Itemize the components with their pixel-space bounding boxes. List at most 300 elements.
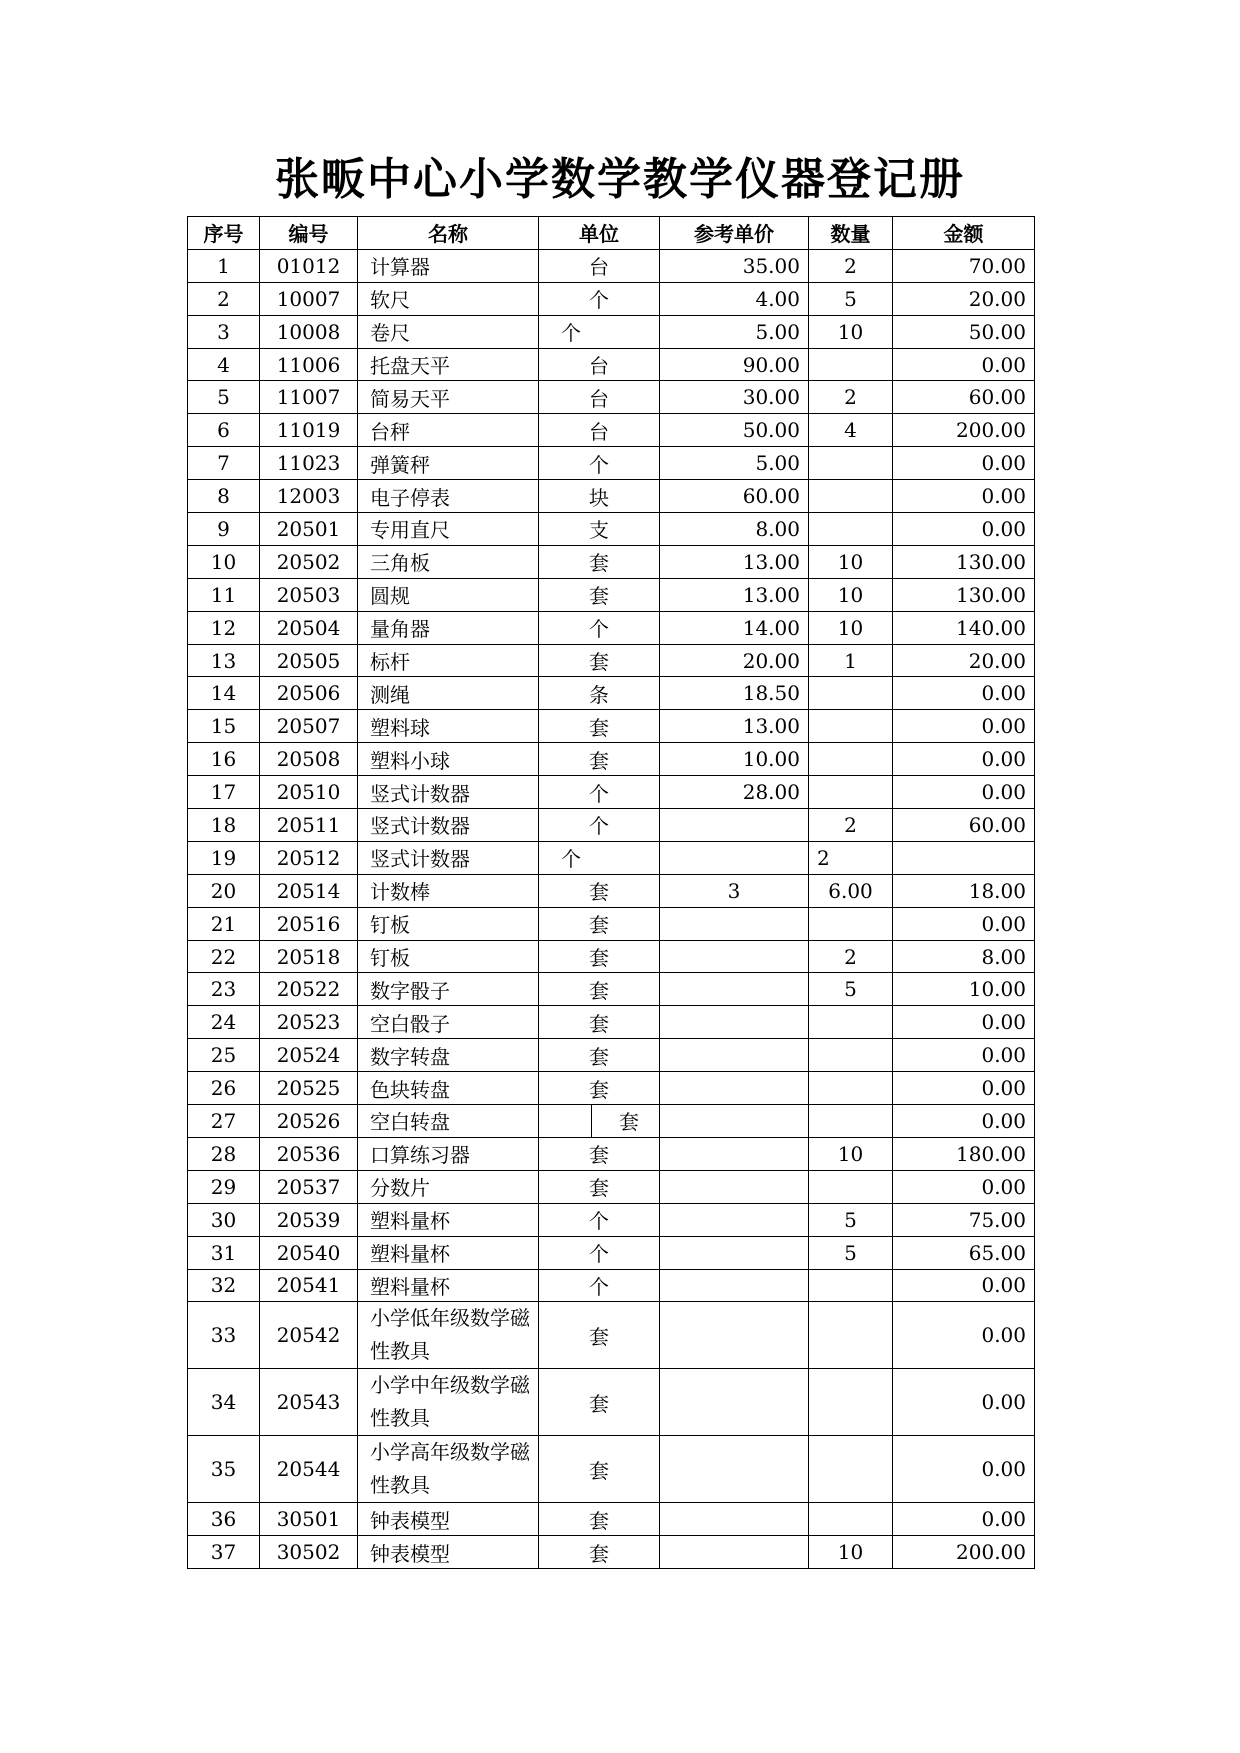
- item-unit: 套: [539, 973, 660, 1006]
- row-number: 36: [188, 1503, 260, 1536]
- item-code: 20501: [260, 513, 358, 546]
- item-price: 60.00: [660, 480, 809, 513]
- item-code: 11023: [260, 447, 358, 480]
- table-row: [188, 940, 1035, 973]
- item-code: 20537: [260, 1170, 358, 1203]
- item-code: 20523: [260, 1006, 358, 1039]
- item-amount: 0.00: [893, 907, 1035, 940]
- item-quantity: [809, 1105, 893, 1138]
- table-row: [188, 841, 1035, 874]
- table-row: [188, 578, 1035, 611]
- item-unit: 个: [539, 1269, 660, 1302]
- header-price: 参考单价: [660, 217, 809, 250]
- table-row: [188, 1039, 1035, 1072]
- item-unit: 支: [539, 513, 660, 546]
- table-row: [188, 743, 1035, 776]
- item-name: 塑料量杯: [358, 1269, 539, 1302]
- header-name: 名称: [358, 217, 539, 250]
- item-quantity: 5: [809, 282, 893, 315]
- item-price: [660, 1203, 809, 1236]
- item-price: [660, 1536, 809, 1569]
- item-name: 钉板: [358, 907, 539, 940]
- row-number: 5: [188, 381, 260, 414]
- table-row: [188, 1236, 1035, 1269]
- row-number: 4: [188, 348, 260, 381]
- table-row: [188, 1503, 1035, 1536]
- item-quantity: 10: [809, 578, 893, 611]
- item-name: 标杆: [358, 644, 539, 677]
- item-unit: 套: [539, 644, 660, 677]
- item-quantity: [809, 1302, 893, 1369]
- item-price: 10.00: [660, 743, 809, 776]
- item-price: 30.00: [660, 381, 809, 414]
- table-row: [188, 874, 1035, 907]
- item-quantity: 2: [809, 809, 893, 842]
- table-row: [188, 348, 1035, 381]
- item-name: 测绳: [358, 677, 539, 710]
- item-quantity: 5: [809, 1236, 893, 1269]
- item-unit: 套: [539, 743, 660, 776]
- table-row: [188, 282, 1035, 315]
- item-code: 30502: [260, 1536, 358, 1569]
- item-code: 20504: [260, 611, 358, 644]
- item-name: 计数棒: [358, 874, 539, 907]
- item-code: 20536: [260, 1137, 358, 1170]
- item-unit: 台: [539, 348, 660, 381]
- item-name: 数字骰子: [358, 973, 539, 1006]
- row-number: 30: [188, 1203, 260, 1236]
- item-quantity: [809, 513, 893, 546]
- item-quantity: [809, 677, 893, 710]
- item-code: 20512: [260, 841, 358, 874]
- item-amount: 0.00: [893, 1039, 1035, 1072]
- item-quantity: 10: [809, 545, 893, 578]
- item-amount: 0.00: [893, 480, 1035, 513]
- item-price: [660, 1302, 809, 1369]
- item-name: 弹簧秤: [358, 447, 539, 480]
- item-name: 塑料量杯: [358, 1203, 539, 1236]
- table-row: [188, 513, 1035, 546]
- page-title: 张畈中心小学数学教学仪器登记册: [275, 154, 965, 205]
- item-quantity: [809, 1269, 893, 1302]
- item-name: 分数片: [358, 1170, 539, 1203]
- table-row: [188, 677, 1035, 710]
- row-number: 24: [188, 1006, 260, 1039]
- row-number: 9: [188, 513, 260, 546]
- item-price: [660, 940, 809, 973]
- item-price: 35.00: [660, 249, 809, 282]
- item-name: 空白骰子: [358, 1006, 539, 1039]
- item-unit: 块: [539, 480, 660, 513]
- item-price: [660, 1072, 809, 1105]
- item-amount: 50.00: [893, 315, 1035, 348]
- item-name: 数字转盘: [358, 1039, 539, 1072]
- item-amount: 0.00: [893, 1503, 1035, 1536]
- item-unit: 套: [539, 1536, 660, 1569]
- item-amount: 10.00: [893, 973, 1035, 1006]
- row-number: 10: [188, 545, 260, 578]
- table-row: [188, 315, 1035, 348]
- row-number: 7: [188, 447, 260, 480]
- row-number: 29: [188, 1170, 260, 1203]
- item-code: 20503: [260, 578, 358, 611]
- item-amount: 0.00: [893, 677, 1035, 710]
- item-amount: 180.00: [893, 1137, 1035, 1170]
- item-code: 20540: [260, 1236, 358, 1269]
- item-price: [660, 907, 809, 940]
- item-price: 8.00: [660, 513, 809, 546]
- item-code: 20522: [260, 973, 358, 1006]
- item-quantity: 6.00: [809, 874, 893, 907]
- table-row: [188, 1536, 1035, 1569]
- table-row: [188, 973, 1035, 1006]
- item-name: 托盘天平: [358, 348, 539, 381]
- item-code: 20508: [260, 743, 358, 776]
- item-name: 台秤: [358, 414, 539, 447]
- item-name: 塑料量杯: [358, 1236, 539, 1269]
- item-name: 塑料小球: [358, 743, 539, 776]
- item-quantity: [809, 743, 893, 776]
- row-number: 20: [188, 874, 260, 907]
- item-amount: 70.00: [893, 249, 1035, 282]
- item-amount: 0.00: [893, 513, 1035, 546]
- item-code: 20507: [260, 710, 358, 743]
- item-price: [660, 1105, 809, 1138]
- table-row: [188, 1006, 1035, 1039]
- item-price: [660, 1170, 809, 1203]
- item-amount: 130.00: [893, 545, 1035, 578]
- item-name: 竖式计数器: [358, 841, 539, 874]
- item-unit: 套: [539, 710, 660, 743]
- table-row: [188, 249, 1035, 282]
- table-row: [188, 776, 1035, 809]
- table-row: [188, 1302, 1035, 1369]
- item-code: 20526: [260, 1105, 358, 1138]
- row-number: 32: [188, 1269, 260, 1302]
- item-amount: 140.00: [893, 611, 1035, 644]
- item-unit: 个: [539, 1236, 660, 1269]
- item-amount: 0.00: [893, 1170, 1035, 1203]
- item-amount: 0.00: [893, 710, 1035, 743]
- table-row: [188, 1203, 1035, 1236]
- item-unit: 个: [539, 1203, 660, 1236]
- item-quantity: 1: [809, 644, 893, 677]
- item-amount: 8.00: [893, 940, 1035, 973]
- item-price: [660, 1039, 809, 1072]
- table-row: [188, 414, 1035, 447]
- item-name: 小学低年级数学磁性教具: [358, 1302, 539, 1369]
- item-unit: 台: [539, 414, 660, 447]
- item-quantity: 10: [809, 1137, 893, 1170]
- row-number: 37: [188, 1536, 260, 1569]
- row-number: 33: [188, 1302, 260, 1369]
- row-number: 17: [188, 776, 260, 809]
- row-number: 22: [188, 940, 260, 973]
- table-row: [188, 1369, 1035, 1436]
- item-name: 量角器: [358, 611, 539, 644]
- table-row: [188, 545, 1035, 578]
- item-quantity: [809, 1170, 893, 1203]
- header-unit: 单位: [539, 217, 660, 250]
- item-name: 钉板: [358, 940, 539, 973]
- item-price: 5.00: [660, 315, 809, 348]
- item-code: 20518: [260, 940, 358, 973]
- item-price: [660, 1269, 809, 1302]
- item-quantity: [809, 1072, 893, 1105]
- item-code: 20502: [260, 545, 358, 578]
- table-row: [188, 480, 1035, 513]
- item-code: 20541: [260, 1269, 358, 1302]
- item-unit: 套: [539, 1503, 660, 1536]
- item-amount: 60.00: [893, 809, 1035, 842]
- item-amount: 0.00: [893, 743, 1035, 776]
- header-qty: 数量: [809, 217, 893, 250]
- item-code: 10007: [260, 282, 358, 315]
- item-price: [660, 809, 809, 842]
- item-unit: 套: [539, 1072, 660, 1105]
- item-amount: 60.00: [893, 381, 1035, 414]
- item-quantity: [809, 348, 893, 381]
- item-quantity: [809, 1503, 893, 1536]
- item-name: 小学高年级数学磁性教具: [358, 1436, 539, 1503]
- item-price: [660, 1436, 809, 1503]
- item-unit: 套: [539, 1436, 660, 1503]
- item-code: 20525: [260, 1072, 358, 1105]
- item-unit: 条: [539, 677, 660, 710]
- item-amount: 20.00: [893, 644, 1035, 677]
- item-unit: 套: [539, 1105, 660, 1138]
- item-price: [660, 1369, 809, 1436]
- table-row: [188, 1072, 1035, 1105]
- table-row: [188, 381, 1035, 414]
- table-header-row: [188, 217, 1035, 250]
- item-name: 专用直尺: [358, 513, 539, 546]
- row-number: 27: [188, 1105, 260, 1138]
- row-number: 28: [188, 1137, 260, 1170]
- item-name: 软尺: [358, 282, 539, 315]
- item-code: 20544: [260, 1436, 358, 1503]
- item-name: 圆规: [358, 578, 539, 611]
- row-number: 1: [188, 249, 260, 282]
- item-amount: 130.00: [893, 578, 1035, 611]
- item-unit: 台: [539, 249, 660, 282]
- table-row: [188, 644, 1035, 677]
- table-body: [188, 249, 1035, 1568]
- item-unit: 个: [539, 447, 660, 480]
- item-amount: 18.00: [893, 874, 1035, 907]
- item-unit: 套: [539, 1006, 660, 1039]
- item-amount: 65.00: [893, 1236, 1035, 1269]
- item-name: 三角板: [358, 545, 539, 578]
- item-code: 11006: [260, 348, 358, 381]
- item-code: 20506: [260, 677, 358, 710]
- table-row: [188, 1436, 1035, 1503]
- row-number: 34: [188, 1369, 260, 1436]
- item-name: 竖式计数器: [358, 776, 539, 809]
- item-code: 20510: [260, 776, 358, 809]
- item-price: [660, 1236, 809, 1269]
- item-code: 30501: [260, 1503, 358, 1536]
- item-price: 4.00: [660, 282, 809, 315]
- item-quantity: 5: [809, 1203, 893, 1236]
- row-number: 31: [188, 1236, 260, 1269]
- item-amount: 0.00: [893, 1105, 1035, 1138]
- table-row: [188, 611, 1035, 644]
- item-quantity: [809, 480, 893, 513]
- item-name: 钟表模型: [358, 1536, 539, 1569]
- item-code: 20514: [260, 874, 358, 907]
- item-amount: [893, 841, 1035, 874]
- item-unit: 套: [539, 1170, 660, 1203]
- item-code: 20516: [260, 907, 358, 940]
- item-quantity: [809, 1369, 893, 1436]
- item-amount: 0.00: [893, 1269, 1035, 1302]
- row-number: 12: [188, 611, 260, 644]
- item-amount: 200.00: [893, 1536, 1035, 1569]
- table-row: [188, 447, 1035, 480]
- item-code: 12003: [260, 480, 358, 513]
- item-price: 5.00: [660, 447, 809, 480]
- row-number: 21: [188, 907, 260, 940]
- header-amount: 金额: [893, 217, 1035, 250]
- row-number: 23: [188, 973, 260, 1006]
- item-amount: 200.00: [893, 414, 1035, 447]
- item-price: 3: [660, 874, 809, 907]
- item-name: 电子停表: [358, 480, 539, 513]
- item-unit: 个: [539, 282, 660, 315]
- item-code: 01012: [260, 249, 358, 282]
- row-number: 14: [188, 677, 260, 710]
- item-code: 20542: [260, 1302, 358, 1369]
- row-number: 16: [188, 743, 260, 776]
- item-quantity: [809, 776, 893, 809]
- item-price: 13.00: [660, 545, 809, 578]
- item-quantity: [809, 1039, 893, 1072]
- row-number: 8: [188, 480, 260, 513]
- table-row: [188, 907, 1035, 940]
- item-code: 20505: [260, 644, 358, 677]
- item-unit: 套: [539, 907, 660, 940]
- table-row: [188, 1137, 1035, 1170]
- item-price: 14.00: [660, 611, 809, 644]
- item-quantity: 2: [809, 841, 893, 874]
- item-name: 色块转盘: [358, 1072, 539, 1105]
- item-unit: 套: [539, 578, 660, 611]
- item-name: 口算练习器: [358, 1137, 539, 1170]
- item-quantity: 5: [809, 973, 893, 1006]
- item-unit: 套: [539, 1302, 660, 1369]
- row-number: 2: [188, 282, 260, 315]
- item-price: [660, 973, 809, 1006]
- item-unit: 套: [539, 874, 660, 907]
- item-unit: 个: [539, 841, 660, 874]
- item-code: 11019: [260, 414, 358, 447]
- row-number: 15: [188, 710, 260, 743]
- table-row: [188, 809, 1035, 842]
- item-amount: 0.00: [893, 1006, 1035, 1039]
- table-row: [188, 1170, 1035, 1203]
- item-amount: 0.00: [893, 447, 1035, 480]
- item-code: 20524: [260, 1039, 358, 1072]
- item-quantity: 2: [809, 381, 893, 414]
- item-amount: 0.00: [893, 1369, 1035, 1436]
- item-unit: 套: [539, 1137, 660, 1170]
- item-quantity: [809, 710, 893, 743]
- item-price: 18.50: [660, 677, 809, 710]
- item-price: [660, 1137, 809, 1170]
- item-amount: 20.00: [893, 282, 1035, 315]
- item-quantity: 2: [809, 249, 893, 282]
- item-price: 90.00: [660, 348, 809, 381]
- item-price: 20.00: [660, 644, 809, 677]
- item-price: 13.00: [660, 710, 809, 743]
- item-quantity: [809, 447, 893, 480]
- item-amount: 0.00: [893, 776, 1035, 809]
- row-number: 35: [188, 1436, 260, 1503]
- header-code: 编号: [260, 217, 358, 250]
- item-quantity: 10: [809, 611, 893, 644]
- item-quantity: 10: [809, 1536, 893, 1569]
- row-number: 19: [188, 841, 260, 874]
- table-row: [188, 1269, 1035, 1302]
- item-code: 20511: [260, 809, 358, 842]
- item-name: 钟表模型: [358, 1503, 539, 1536]
- item-amount: 0.00: [893, 1436, 1035, 1503]
- item-code: 20543: [260, 1369, 358, 1436]
- item-name: 小学中年级数学磁性教具: [358, 1369, 539, 1436]
- row-number: 6: [188, 414, 260, 447]
- item-price: [660, 1006, 809, 1039]
- table-row: [188, 710, 1035, 743]
- item-unit: 个: [539, 809, 660, 842]
- item-unit: 个: [539, 315, 660, 348]
- item-name: 计算器: [358, 249, 539, 282]
- item-unit: 套: [539, 940, 660, 973]
- row-number: 18: [188, 809, 260, 842]
- item-quantity: [809, 1006, 893, 1039]
- item-amount: 0.00: [893, 348, 1035, 381]
- item-name: 简易天平: [358, 381, 539, 414]
- item-name: 卷尺: [358, 315, 539, 348]
- item-unit: 个: [539, 611, 660, 644]
- row-number: 25: [188, 1039, 260, 1072]
- row-number: 11: [188, 578, 260, 611]
- item-quantity: 2: [809, 940, 893, 973]
- item-code: 20539: [260, 1203, 358, 1236]
- item-unit: 套: [539, 1369, 660, 1436]
- item-amount: 0.00: [893, 1072, 1035, 1105]
- item-price: 28.00: [660, 776, 809, 809]
- item-name: 空白转盘: [358, 1105, 539, 1138]
- item-price: 50.00: [660, 414, 809, 447]
- item-amount: 0.00: [893, 1302, 1035, 1369]
- item-code: 10008: [260, 315, 358, 348]
- item-amount: 75.00: [893, 1203, 1035, 1236]
- row-number: 3: [188, 315, 260, 348]
- item-price: [660, 1503, 809, 1536]
- item-name: 塑料球: [358, 710, 539, 743]
- item-unit: 个: [539, 776, 660, 809]
- item-price: [660, 841, 809, 874]
- instrument-register-table: [187, 216, 1035, 1569]
- item-unit: 台: [539, 381, 660, 414]
- item-quantity: [809, 1436, 893, 1503]
- item-quantity: 4: [809, 414, 893, 447]
- header-no: 序号: [188, 217, 260, 250]
- item-quantity: [809, 907, 893, 940]
- item-unit: 套: [539, 545, 660, 578]
- row-number: 26: [188, 1072, 260, 1105]
